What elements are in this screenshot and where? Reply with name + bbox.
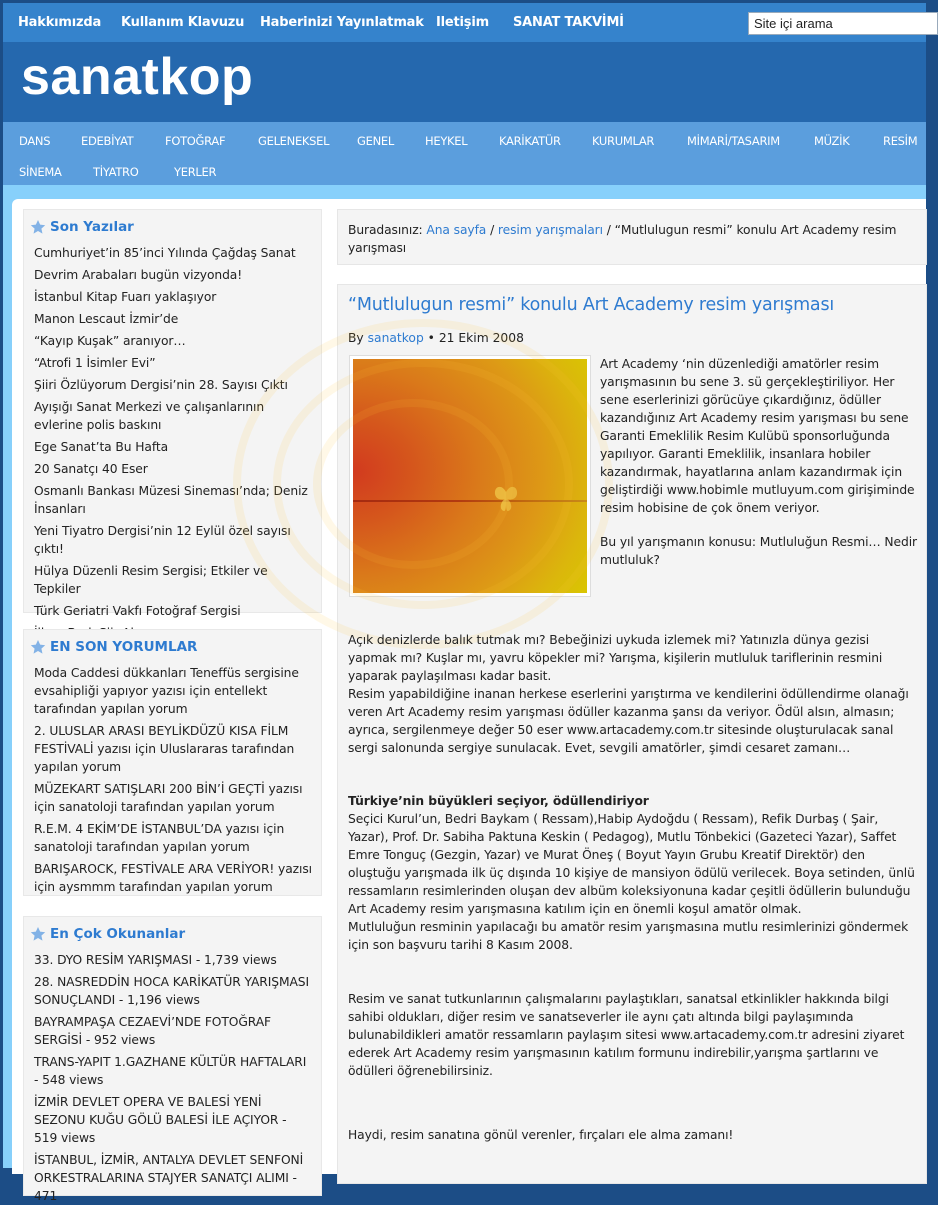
- breadcrumb: [337, 209, 927, 265]
- post-subheading: Türkiye’nin büyükleri seçiyor, ödüllendiriyor: [348, 794, 649, 808]
- post-p5: Resim ve sanat tutkunlarının çalışmalarını paylaştıkları, sanatsal etkinlikler hakkında bilgi sahibi oldukları, diğer resim ve sanatseverler ile aynı çatı altında bilgi paylaşımında bulunabildikleri amatör ressamların paylaşım sitesi www.artacademy.com.tr adresini ziyaret ederek Art Academy resim yarışmasının katılım formunu indirebilir,yarışma şartlarını ve ödülleri öğrenebilirsiniz.: [348, 992, 905, 1078]
- post-date: 21 Ekim 2008: [438, 331, 524, 345]
- category-genel[interactable]: GENEL: [357, 134, 394, 148]
- list-item[interactable]: Yeni Tiyatro Dergisi’nin 12 Eylül özel sayısı çıktı!: [34, 524, 291, 556]
- widget-title: [30, 926, 321, 942]
- byline-by: By: [348, 331, 364, 345]
- widget-title-text: EN SON YORUMLAR: [50, 639, 198, 655]
- post-intro: Art Academy ‘nin düzenlediği amatörler resim yarışmasının bu sene 3. sü gerçekleştiriliyor. Her sene eserlerinizi görücüye çıkardığınız, ödüller kazandığınız Art Academy resim yarışması bu sene Garanti Emeklilik Resim Kulübü sponsorluğunda yapılıyor. Garanti Emeklilik, insanlara hobiler kazandırmak, hayatlarına anlam kazandırmak için geliştirdiği www.hobimle mutluyum.com girişiminde resim hobisine de çok önem veriyor.: [600, 357, 915, 515]
- content-area: [12, 199, 926, 1203]
- top-nav-hakkimizda[interactable]: Hakkımızda: [18, 15, 102, 30]
- butterfly-icon: [493, 484, 519, 514]
- post-title[interactable]: “Mutlulugun resmi” konulu Art Academy resim yarışması: [348, 295, 835, 315]
- image-horizon-line: [353, 500, 587, 502]
- category-mimari-tasarim[interactable]: MİMARİ/TASARIM: [687, 134, 780, 148]
- category-sinema[interactable]: SİNEMA: [19, 165, 62, 179]
- list-item[interactable]: 20 Sanatçı 40 Eser: [34, 462, 148, 476]
- category-tiyatro[interactable]: TİYATRO: [93, 165, 139, 179]
- breadcrumb-category[interactable]: resim yarışmaları: [497, 223, 603, 237]
- list-item[interactable]: 2. ULUSLAR ARASI BEYLİKDÜZÜ KISA FİLM FESTİVALİ yazısı için Uluslararas tarafından yapılan yorum: [34, 724, 295, 774]
- search-input[interactable]: Site içi arama: [748, 12, 938, 35]
- site-header: [3, 42, 926, 122]
- star-icon: [30, 219, 46, 235]
- site-logo[interactable]: sanatkop: [21, 48, 254, 106]
- widget-title: [30, 639, 321, 655]
- list-item[interactable]: Hülya Düzenli Resim Sergisi; Etkiler ve Tepkiler: [34, 564, 268, 596]
- post-author-link[interactable]: sanatkop: [367, 331, 424, 345]
- post-paragraph: [348, 792, 920, 954]
- list-item[interactable]: Türk Geriatri Vakfı Fotoğraf Sergisi: [34, 604, 241, 618]
- star-icon: [30, 639, 46, 655]
- list-item[interactable]: İSTANBUL, İZMİR, ANTALYA DEVLET SENFONİ ORKESTRALARINA STAJYER SANATÇI ALIMI - 471: [34, 1153, 304, 1203]
- list-item[interactable]: Osmanlı Bankası Müzesi Sineması’nda; Deniz İnsanları: [34, 484, 308, 516]
- breadcrumb-prefix: Buradasınız:: [348, 223, 423, 237]
- widget-title-text: Son Yazılar: [50, 219, 134, 235]
- category-heykel[interactable]: HEYKEL: [425, 134, 468, 148]
- post: [337, 284, 927, 1184]
- list-item[interactable]: Moda Caddesi dükkanları Teneffüs sergisine evsahipliği yapıyor yazısı için entellekt tarafından yapılan yorum: [34, 666, 299, 716]
- category-yerler[interactable]: YERLER: [174, 165, 217, 179]
- list-item[interactable]: Şiiri Özlüyorum Dergisi’nin 28. Sayısı Çıktı: [34, 378, 288, 392]
- breadcrumb-separator: /: [490, 223, 495, 237]
- top-nav-iletisim[interactable]: Iletişim: [436, 15, 489, 30]
- category-edebiyat[interactable]: EDEBİYAT: [81, 134, 134, 148]
- top-nav-haberinizi-yayinlatmak[interactable]: Haberinizi Yayınlatmak: [260, 15, 424, 30]
- post-p6: Haydi, resim sanatına gönül verenler, fırçaları ele alma zamanı!: [348, 1128, 734, 1142]
- list-item[interactable]: Cumhuriyet’in 85’inci Yılında Çağdaş Sanat: [34, 246, 296, 260]
- category-kurumlar[interactable]: KURUMLAR: [592, 134, 655, 148]
- breadcrumb-separator: /: [606, 223, 611, 237]
- post-p2: Resim yapabildiğine inanan herkese eserlerini yarıştırma ve kendilerini ödüllendirme olanağı veren Art Academy resim yarışması ödüller kazanma şansı da veriyor. Ödül alsın, almasın; ayrıca, sergilenmeye değer 50 eser www.artacademy.com.tr sitesinde oluşturulacak sanal sergi salonunda sergiye sunulacak. Evet, sevgili amatörler, şimdi cesaret zamanı…: [348, 687, 909, 755]
- list-item[interactable]: “Kayıp Kuşak” aranıyor…: [34, 334, 186, 348]
- top-nav-sanat-takvimi[interactable]: SANAT TAKVİMİ: [513, 15, 624, 30]
- category-muzik[interactable]: MÜZİK: [814, 134, 850, 148]
- post-paragraph: [348, 631, 920, 757]
- post-p3: Seçici Kurul’un, Bedri Baykam ( Ressam),Habip Aydoğdu ( Ressam), Refik Durbaş ( Şair, Yazar), Prof. Dr. Sabiha Paktuna Keskin ( Pedagog), Mutlu Tönbekici (Gazeteci Yazar), Saffet Emre Tonguç (Gezgin, Yazar) ve Murat Öneş ( Boyut Yayın Grubu Kreatif Direktör) den oluştuğu yarışmada ilk üç dışında 10 kişiye de mansiyon ödülü verilecek. Boya setinden, ünlü ressamların resimlerinden oluşan dev albüm koleksiyonuna kadar çeşitli ödüllerin bulunduğu Art Academy resim yarışmasına katılım için en önemli koşul amatör olmak.: [348, 812, 915, 916]
- breadcrumb-current: “Mutlulugun resmi” konulu Art Academy resim yarışması: [348, 223, 897, 255]
- list-item[interactable]: Ayışığı Sanat Merkezi ve çalışanlarının evlerine polis baskını: [34, 400, 265, 432]
- page: [3, 3, 926, 1203]
- post-p4: Mutluluğun resminin yapılacağı bu amatör resim yarışmasına mutlu resimlerinizi göndermek için son başvuru tarihi 8 Kasım 2008.: [348, 920, 909, 952]
- list-item[interactable]: Ege Sanat’ta Bu Hafta: [34, 440, 169, 454]
- byline-bullet: •: [427, 331, 435, 345]
- most-read-list: [24, 951, 321, 1205]
- category-karikatur[interactable]: KARİKATÜR: [499, 134, 561, 148]
- widget-title-text: En Çok Okunanlar: [50, 926, 186, 942]
- list-item[interactable]: TRANS-YAPIT 1.GAZHANE KÜLTÜR HAFTALARI - 548 views: [34, 1055, 307, 1087]
- category-resim[interactable]: RESİM: [883, 134, 918, 148]
- list-item[interactable]: 28. NASREDDİN HOCA KARİKATÜR YARIŞMASI SONUÇLANDI - 1,196 views: [34, 975, 309, 1007]
- list-item[interactable]: Manon Lescaut İzmir’de: [34, 312, 179, 326]
- list-item[interactable]: “Atrofi 1 İsimler Evi”: [34, 356, 156, 370]
- post-image[interactable]: [349, 355, 591, 597]
- post-p1: Açık denizlerde balık tutmak mı? Bebeğinizi uykuda izlemek mi? Yatınızla dünya gezisi yapmak mı? Kuşlar mı, yavru köpekler mi? Yarışma, kişilerin mutluluk tariflerinin resmini yaparak paylaşılması kadar basit.: [348, 633, 883, 683]
- list-item[interactable]: BARIŞAROCK, FESTİVALE ARA VERİYOR! yazısı için aysmmm tarafından yapılan yorum: [34, 862, 312, 894]
- widget-recent-comments: [23, 629, 322, 896]
- list-item[interactable]: R.E.M. 4 EKİM’DE İSTANBUL’DA yazısı için sanatoloji tarafından yapılan yorum: [34, 822, 285, 854]
- list-item[interactable]: İstanbul Kitap Fuarı yaklaşıyor: [34, 290, 217, 304]
- category-geleneksel[interactable]: GELENEKSEL: [258, 134, 330, 148]
- list-item[interactable]: BAYRAMPAŞA CEZAEVİ’NDE FOTOĞRAF SERGİSİ - 952 views: [34, 1015, 272, 1047]
- category-fotograf[interactable]: FOTOĞRAF: [165, 134, 226, 148]
- list-item[interactable]: MÜZEKART SATIŞLARI 200 BİN’İ GEÇTİ yazısı için sanatoloji tarafından yapılan yorum: [34, 782, 303, 814]
- list-item[interactable]: 33. DYO RESİM YARIŞMASI - 1,739 views: [34, 953, 277, 967]
- artwork-image: [353, 359, 587, 593]
- widget-title: [30, 219, 321, 235]
- breadcrumb-home[interactable]: Ana sayfa: [426, 223, 487, 237]
- list-item[interactable]: Devrim Arabaları bugün vizyonda!: [34, 268, 243, 282]
- image-swirl: [233, 319, 613, 649]
- category-nav: [3, 122, 926, 185]
- post-topic: Bu yıl yarışmanın konusu: Mutluluğun Resmi… Nedir mutluluk?: [600, 535, 917, 567]
- widget-most-read: [23, 916, 322, 1203]
- top-nav: [3, 3, 926, 42]
- top-nav-kullanim-klavuzu[interactable]: Kullanım Klavuzu: [121, 15, 245, 30]
- star-icon: [30, 926, 46, 942]
- list-item[interactable]: İZMİR DEVLET OPERA VE BALESİ YENİ SEZONU KUĞU GÖLÜ BALESİ İLE AÇIYOR - 519 views: [34, 1095, 287, 1145]
- category-dans[interactable]: DANS: [19, 134, 51, 148]
- recent-comments-list: [24, 664, 321, 896]
